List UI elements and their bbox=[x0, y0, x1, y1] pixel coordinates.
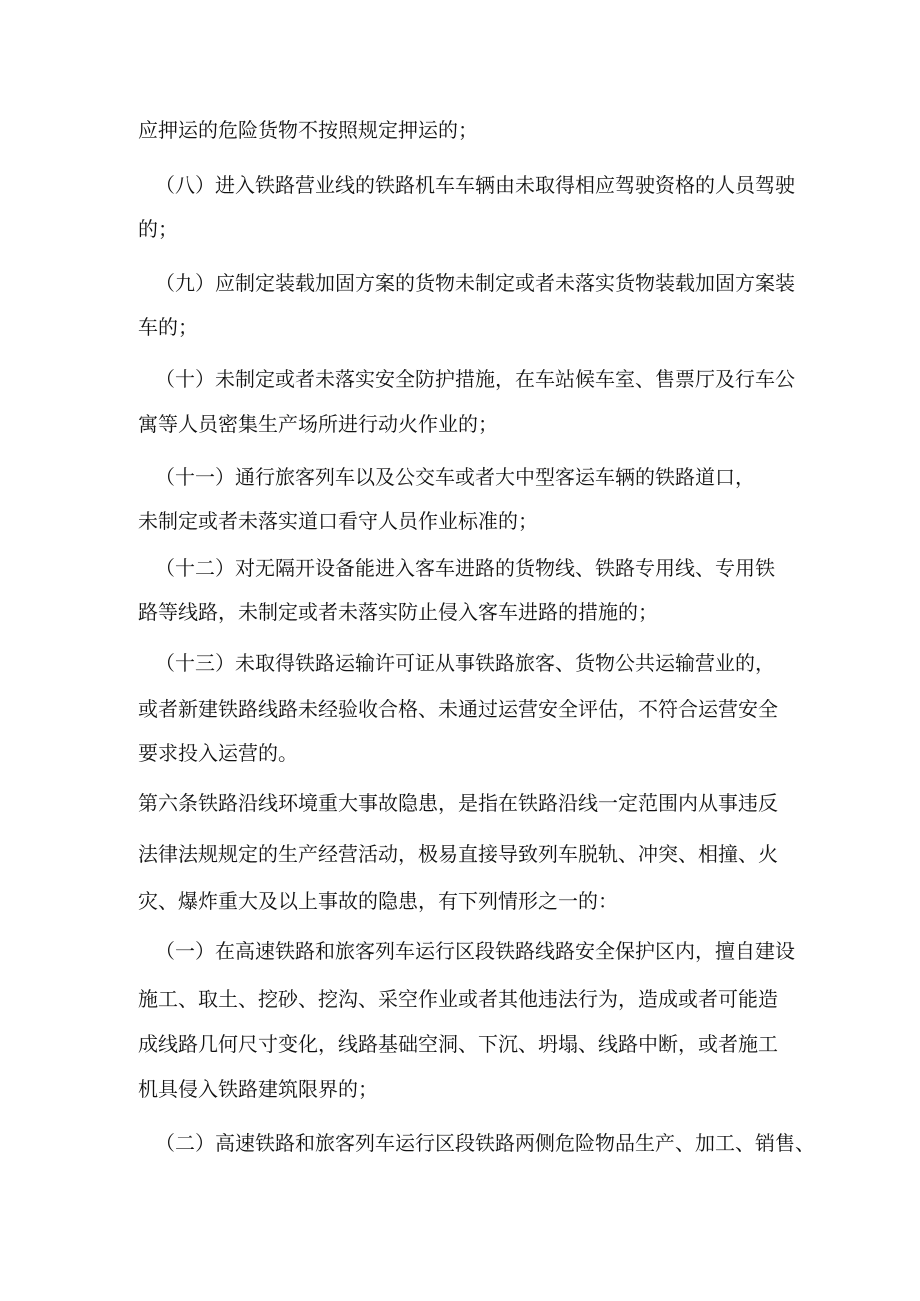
text-line: （二）高速铁路和旅客列车运行区段铁路两侧危险物品生产、加工、销售、 bbox=[155, 1131, 815, 1155]
text-line: （十三）未取得铁路运输许可证从事铁路旅客、货物公共运输营业的， bbox=[155, 651, 775, 675]
text-line: （一）在高速铁路和旅客列车运行区段铁路线路安全保护区内，擅自建设 bbox=[155, 939, 795, 963]
text-line: 或者新建铁路线路未经验收合格、未通过运营安全评估，不符合运营安全 bbox=[138, 697, 778, 721]
text-line: 未制定或者未落实道口看守人员作业标准的； bbox=[138, 509, 538, 533]
text-line: （九）应制定装载加固方案的货物未制定或者未落实货物装载加固方案装 bbox=[155, 271, 795, 295]
text-line: 灾、爆炸重大及以上事故的隐患，有下列情形之一的： bbox=[138, 889, 618, 913]
text-line: 应押运的危险货物不按照规定押运的； bbox=[138, 118, 478, 142]
text-line: 路等线路，未制定或者未落实防止侵入客车进路的措施的； bbox=[138, 600, 658, 624]
text-line: 要求投入运营的。 bbox=[138, 741, 298, 765]
text-line: （十二）对无隔开设备能进入客车进路的货物线、铁路专用线、专用铁 bbox=[155, 556, 775, 580]
text-line: 施工、取土、挖砂、挖沟、采空作业或者其他违法行为，造成或者可能造 bbox=[138, 987, 778, 1011]
text-line: 第六条铁路沿线环境重大事故隐患，是指在铁路沿线一定范围内从事违反 bbox=[138, 791, 778, 815]
text-line: （十一）通行旅客列车以及公交车或者大中型客运车辆的铁路道口， bbox=[155, 465, 755, 489]
text-line: 的； bbox=[138, 217, 178, 241]
text-line: 成线路几何尺寸变化，线路基础空洞、下沉、坍塌、线路中断，或者施工 bbox=[138, 1032, 778, 1056]
text-line: 寓等人员密集生产场所进行动火作业的； bbox=[138, 412, 498, 436]
text-line: （十）未制定或者未落实安全防护措施，在车站候车室、售票厅及行车公 bbox=[155, 367, 795, 391]
text-line: 法律法规规定的生产经营活动，极易直接导致列车脱轨、冲突、相撞、火 bbox=[138, 842, 778, 866]
text-line: （八）进入铁路营业线的铁路机车车辆由未取得相应驾驶资格的人员驾驶 bbox=[155, 173, 795, 197]
text-line: 机具侵入铁路建筑限界的； bbox=[138, 1077, 378, 1101]
text-line: 车的； bbox=[138, 315, 198, 339]
